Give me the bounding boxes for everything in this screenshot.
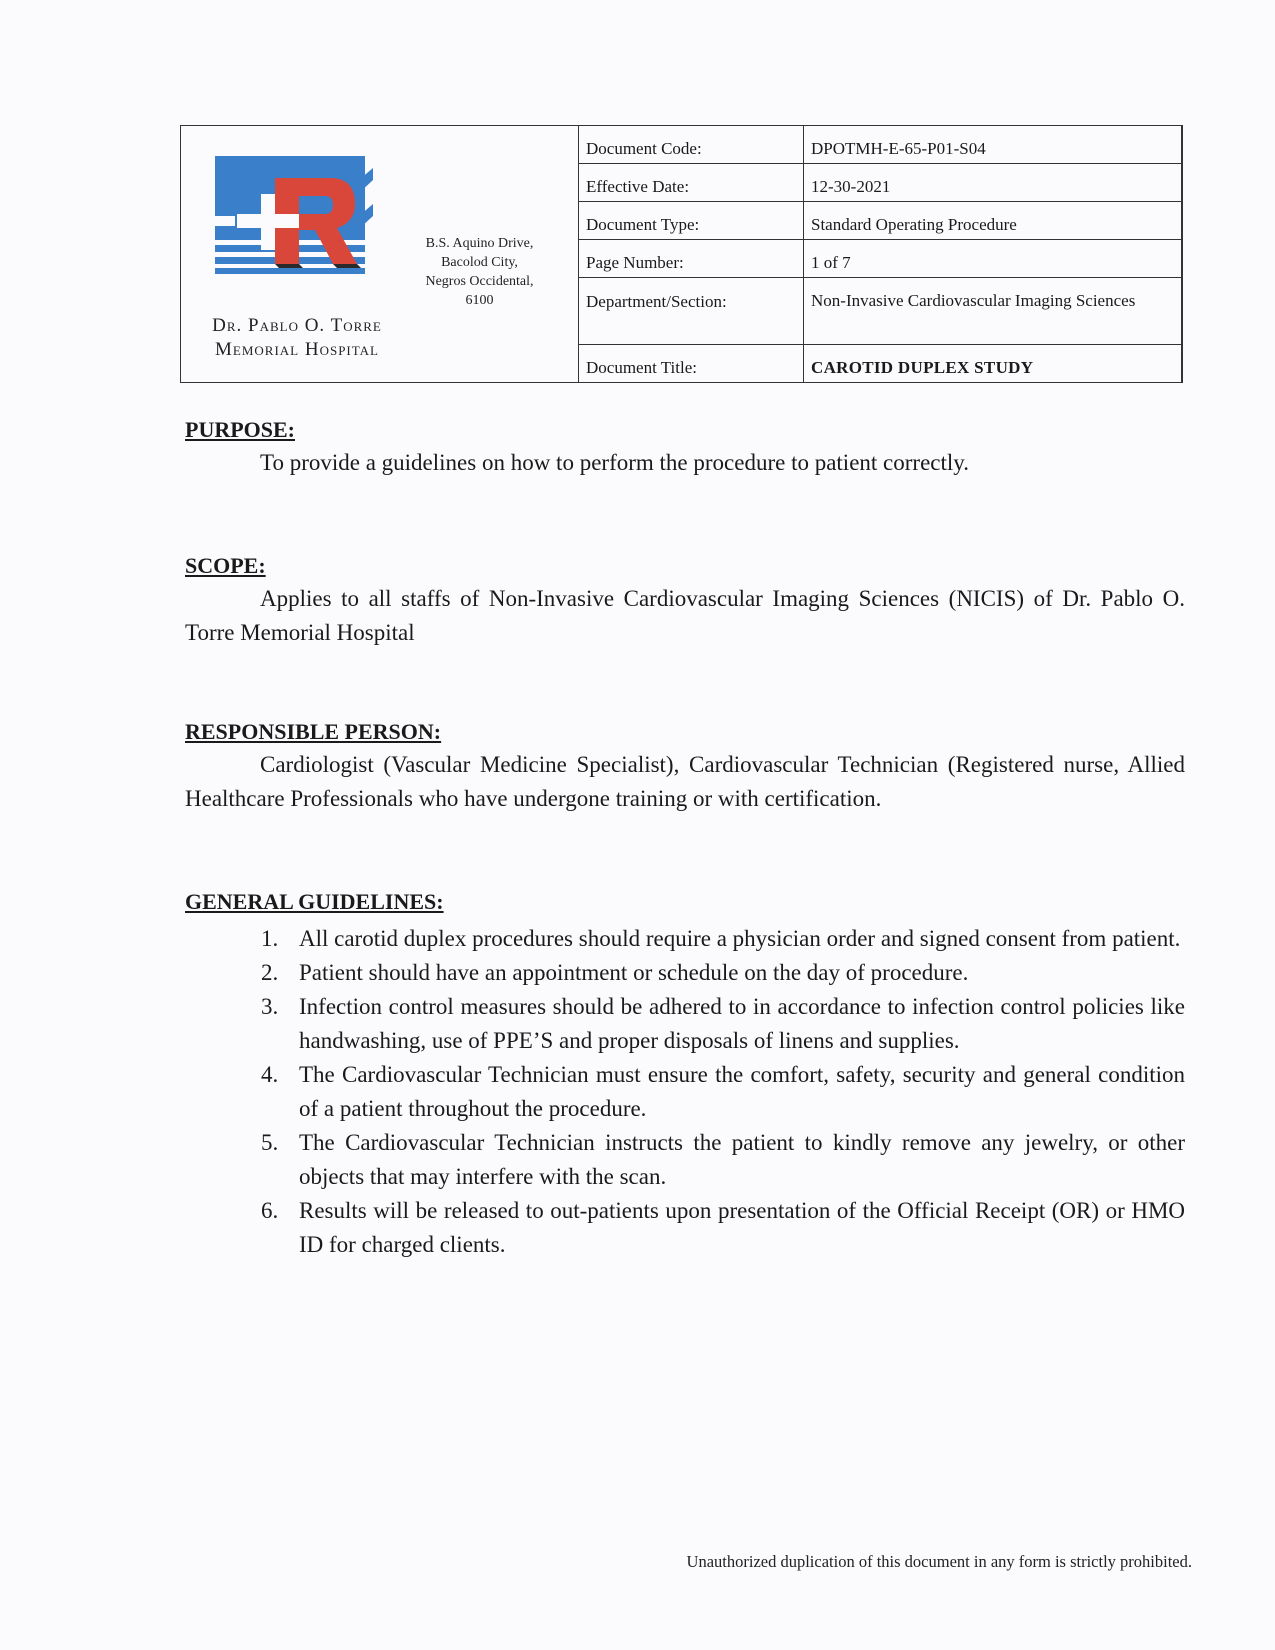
- list-text: Results will be released to out-patients upon presentation of the Official Receipt (OR) or HMO ID for charged clients.: [299, 1198, 1185, 1257]
- guidelines-heading: GENERAL GUIDELINES:: [185, 889, 444, 914]
- hospital-name-line2: Memorial Hospital: [215, 339, 379, 360]
- footer-notice: Unauthorized duplication of this document in any form is strictly prohibited.: [686, 1552, 1192, 1571]
- info-value: 12-30-2021: [804, 163, 1183, 201]
- document-info-table: [578, 125, 1183, 383]
- info-value: Non-Invasive Cardiovascular Imaging Sciences: [804, 277, 1183, 345]
- info-row: [579, 239, 1183, 277]
- list-item: [261, 1058, 1185, 1126]
- info-row: [579, 126, 1183, 164]
- info-value: DPOTMH-E-65-P01-S04: [804, 126, 1183, 164]
- info-row: [579, 163, 1183, 201]
- hospital-name-line1: Dr. Pablo O. Torre: [212, 315, 382, 336]
- hospital-address: [407, 234, 552, 310]
- responsible-section: [185, 718, 1185, 816]
- info-value: 1 of 7: [804, 239, 1183, 277]
- hospital-name: [197, 314, 397, 362]
- list-number: 1.: [261, 926, 279, 951]
- scope-section: [185, 552, 1185, 650]
- list-number: 5.: [261, 1130, 279, 1155]
- list-item: [261, 1126, 1185, 1194]
- document-header: [180, 125, 1182, 383]
- scope-text: Applies to all staffs of Non-Invasive Cardiovascular Imaging Sciences (NICIS) of Dr. Pablo O. Torre Memorial Hospital: [185, 586, 1185, 645]
- list-text: Patient should have an appointment or schedule on the day of procedure.: [299, 960, 969, 985]
- purpose-section: [185, 416, 1185, 480]
- info-row: [579, 201, 1183, 239]
- guidelines-section: [185, 888, 1185, 1262]
- document-title: CAROTID DUPLEX STUDY: [804, 345, 1183, 383]
- address-line: Negros Occidental,: [425, 274, 534, 289]
- purpose-text: To provide a guidelines on how to perform the procedure to patient correctly.: [260, 450, 970, 475]
- info-label: Department/Section:: [579, 277, 804, 345]
- hospital-branding: [181, 126, 578, 382]
- info-label: Page Number:: [579, 239, 804, 277]
- responsible-text: Cardiologist (Vascular Medicine Specialist), Cardiovascular Technician (Registered nurse, Allied Healthcare Professionals who have undergone training or with certification.: [185, 752, 1185, 811]
- info-value: Standard Operating Procedure: [804, 201, 1183, 239]
- list-number: 4.: [261, 1062, 279, 1087]
- responsible-heading: RESPONSIBLE PERSON:: [185, 719, 442, 744]
- info-label: Effective Date:: [579, 163, 804, 201]
- list-item: [261, 1194, 1185, 1262]
- list-number: 6.: [261, 1198, 279, 1223]
- list-text: The Cardiovascular Technician must ensure the comfort, safety, security and general condition of a patient throughout the procedure.: [299, 1062, 1185, 1121]
- list-item: [261, 990, 1185, 1058]
- list-number: 2.: [261, 960, 279, 985]
- list-text: Infection control measures should be adhered to in accordance to infection control policies like handwashing, use of PPE’S and proper disposals of linens and supplies.: [299, 994, 1185, 1053]
- info-label: Document Title:: [579, 345, 804, 383]
- scope-heading: SCOPE:: [185, 553, 266, 578]
- guidelines-list: [185, 922, 1185, 1262]
- list-text: The Cardiovascular Technician instructs the patient to kindly remove any jewelry, or other objects that may interfere with the scan.: [299, 1130, 1185, 1189]
- info-row: [579, 277, 1183, 345]
- list-item: [261, 922, 1185, 956]
- address-line: B.S. Aquino Drive,: [425, 236, 534, 251]
- info-label: Document Type:: [579, 201, 804, 239]
- hospital-logo-icon: [215, 156, 375, 286]
- info-row: [579, 345, 1183, 383]
- address-line: 6100: [465, 293, 494, 308]
- list-text: All carotid duplex procedures should require a physician order and signed consent from patient.: [299, 926, 1181, 951]
- purpose-heading: PURPOSE:: [185, 417, 295, 442]
- info-label: Document Code:: [579, 126, 804, 164]
- list-item: [261, 956, 1185, 990]
- address-line: Bacolod City,: [441, 255, 518, 270]
- list-number: 3.: [261, 994, 279, 1019]
